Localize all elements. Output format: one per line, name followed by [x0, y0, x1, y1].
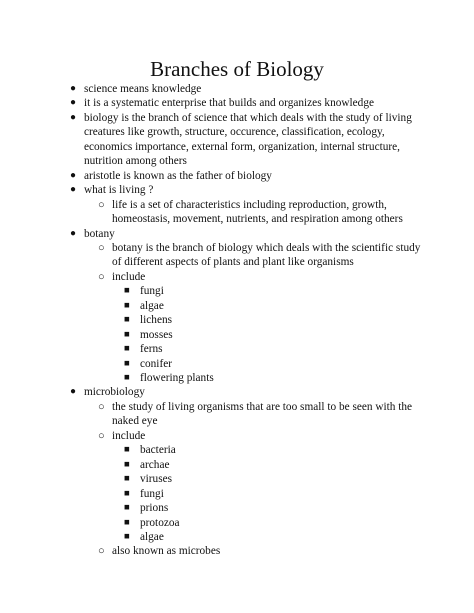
bullet-dot-icon: ● — [70, 184, 77, 196]
list-item-text: what is living ? — [84, 184, 154, 197]
bullet-circle-icon: ○ — [98, 429, 105, 442]
list-item-text: creatures like growth, structure, occurence, classification, ecology, — [84, 126, 385, 139]
list-item-text: nutrition among others — [84, 155, 187, 168]
list-item-text: biology is the branch of science that which deals with the study of living — [84, 111, 412, 124]
bullet-square-icon: ■ — [124, 531, 130, 542]
list-item-text: archae — [140, 458, 170, 471]
list-item-text: include — [112, 429, 146, 442]
list-item-text: economics importance, external form, organization, internal structure, — [84, 140, 400, 153]
bullet-square-icon: ■ — [124, 517, 130, 528]
bullet-square-icon: ■ — [124, 474, 130, 485]
bullet-square-icon: ■ — [124, 315, 130, 326]
bullet-circle-icon: ○ — [98, 545, 105, 558]
list-item-text: fungi — [140, 285, 164, 298]
list-item-text: naked eye — [112, 415, 158, 428]
list-item-text: protozoa — [140, 516, 180, 529]
bullet-circle-icon: ○ — [98, 198, 105, 211]
list-item-text: algae — [140, 299, 164, 312]
bullet-circle-icon: ○ — [98, 400, 105, 413]
list-item-text: of different aspects of plants and plant like organisms — [112, 256, 354, 269]
list-item-text: microbiology — [84, 386, 145, 399]
page-title: Branches of Biology — [150, 57, 324, 81]
list-item-text: botany — [84, 227, 115, 240]
bullet-dot-icon: ● — [70, 169, 77, 181]
bullet-square-icon: ■ — [124, 300, 130, 311]
bullet-circle-icon: ○ — [98, 241, 105, 254]
list-item-text: lichens — [140, 314, 172, 327]
list-item-text: viruses — [140, 473, 173, 486]
list-item-text: aristotle is known as the father of biology — [84, 169, 272, 182]
bullet-square-icon: ■ — [124, 286, 130, 297]
bullet-square-icon: ■ — [124, 459, 130, 470]
list-item-text: bacteria — [140, 444, 176, 457]
list-item-text: life is a set of characteristics including reproduction, growth, — [112, 198, 387, 211]
bullet-dot-icon: ● — [70, 83, 77, 94]
bullet-dot-icon: ● — [70, 111, 77, 123]
list-item-text: fungi — [140, 487, 164, 500]
list-item-text: science means knowledge — [84, 83, 202, 95]
list-item-text: homeostasis, movement, nutrients, and respiration among others — [112, 213, 403, 226]
bullet-square-icon: ■ — [124, 373, 130, 383]
bullet-circle-icon: ○ — [98, 270, 105, 283]
list-item-text: the study of living organisms that are too small to be seen with the — [112, 400, 413, 413]
list-item-text: it is a systematic enterprise that builds and organizes knowledge — [84, 97, 374, 110]
list-item-text: algae — [140, 530, 164, 543]
bullet-square-icon: ■ — [124, 488, 130, 499]
bullet-square-icon: ■ — [124, 344, 130, 355]
bullet-square-icon: ■ — [124, 503, 130, 514]
list-item-text: conifer — [140, 357, 172, 370]
list-item-text: flowering plants — [140, 372, 214, 384]
bullet-dot-icon: ● — [70, 386, 77, 398]
bullet-dot-icon: ● — [70, 97, 77, 109]
bullet-square-icon: ■ — [124, 329, 130, 340]
list-item-text: prions — [140, 502, 169, 515]
bullet-dot-icon: ● — [70, 227, 77, 239]
list-item-text: botany is the branch of biology which deals with the scientific study — [112, 241, 421, 254]
bullet-square-icon: ■ — [124, 445, 130, 456]
list-item-text: ferns — [140, 343, 163, 356]
list-item-text: also known as microbes — [112, 545, 221, 558]
list-item-text: include — [112, 270, 146, 283]
bullet-square-icon: ■ — [124, 358, 130, 369]
list-item-text: mosses — [140, 328, 173, 341]
